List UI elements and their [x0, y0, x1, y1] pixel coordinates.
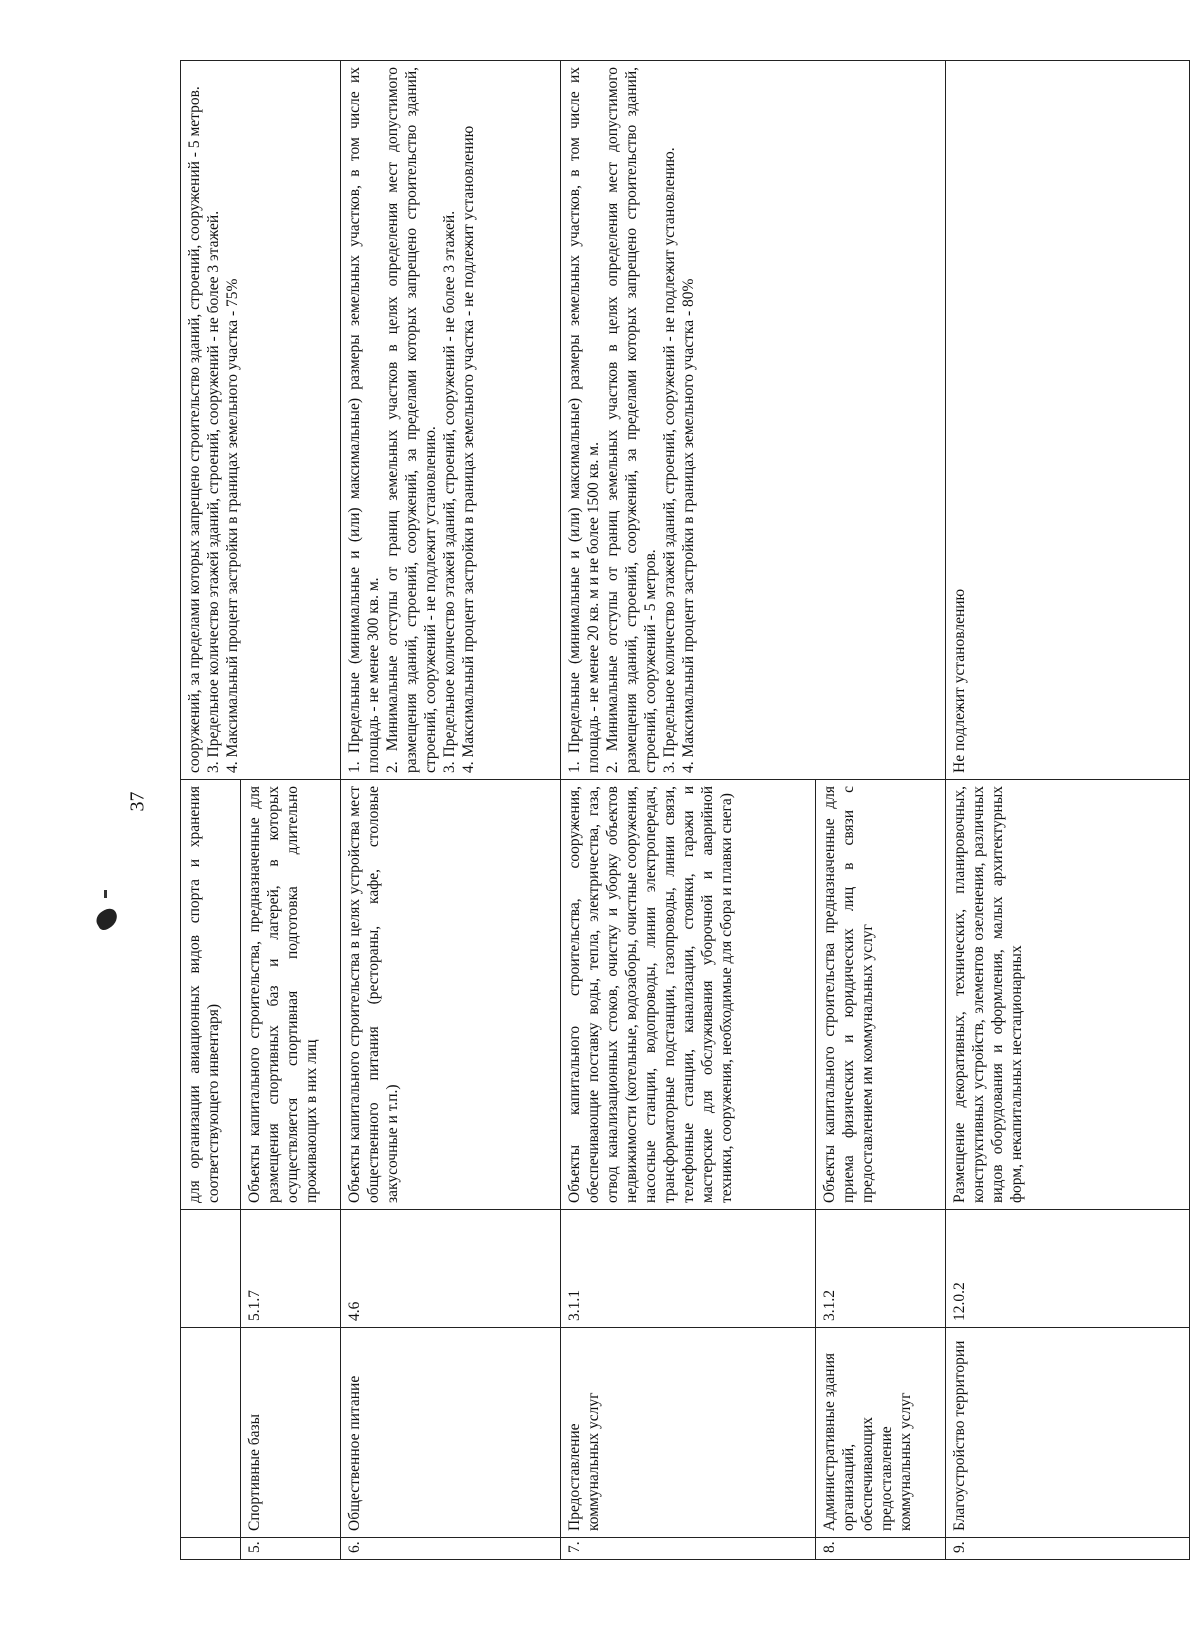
- row-number: 5.: [241, 1538, 341, 1560]
- use-description: для организации авиационных видов спорта и хранения соответствующего инвентаря): [181, 780, 241, 1210]
- row-number: 8.: [816, 1538, 946, 1560]
- parameter-line: 2. Минимальные отступы от границ земельных участков в целях определения мест допустимого размещения зданий, строений, сооружений, за пределами которых запрещено строительство зданий, строений, сооружений - не подлежит установлению.: [384, 67, 439, 773]
- use-name: [181, 1328, 241, 1538]
- table-row: [946, 61, 1190, 1560]
- parameter-line: 3. Предельное количество этажей зданий, строений, сооружений - не более 3 этажей.: [205, 210, 222, 773]
- use-code: 3.1.1: [561, 1210, 816, 1328]
- parameter-line: 4. Максимальный процент застройки в границах земельного участка - 75%: [224, 278, 241, 773]
- row-number: 9.: [946, 1538, 1190, 1560]
- use-name: Административные здания организаций, обеспечивающих предоставление коммунальных услуг: [816, 1328, 946, 1538]
- scan-mark-small: [104, 890, 107, 898]
- parameter-line: сооружений, за пределами которых запрещено строительство зданий, строений, сооружений - 5 метров.: [186, 86, 203, 773]
- parameter-line: 2. Минимальные отступы от границ земельных участков в целях определения мест допустимого размещения зданий, строений, сооружений, за пределами которых запрещено строительство зданий, строений, сооружений - 5 метров.: [604, 67, 659, 773]
- use-code: 12.0.2: [946, 1210, 1190, 1328]
- use-description: Объекты капитального строительства, сооружения, обеспечивающие поставку воды, тепла, электричества, газа, отвод канализационных стоков, очистку и уборку объектов недвижимости (котельные, водозаборы, очистные сооружения, насосные станции, водопроводы, линии электропередач, трансформаторные подстанции, газопроводы, линии связи, телефонные станции, канализации, стоянки, гаражи и мастерские для обслуживания уборочной и аварийной техники, сооружения, необходимые для сбора и плавки снега): [561, 780, 816, 1210]
- row-number: 6.: [341, 1538, 561, 1560]
- page-number: 37: [126, 791, 149, 812]
- use-name: Предоставление коммунальных услуг: [561, 1328, 816, 1538]
- parameters-cell: [946, 61, 1190, 780]
- use-name: Общественное питание: [341, 1328, 561, 1538]
- parameters-cell: [181, 61, 341, 780]
- use-description: Объекты капитального строительства в целях устройства мест общественного питания (рестораны, кафе, столовые закусочные и т.п.): [341, 780, 561, 1210]
- parameter-line: 3. Предельное количество этажей зданий, строений, сооружений - не более 3 этажей.: [441, 210, 458, 773]
- parameter-line: 1. Предельные (минимальные и (или) максимальные) размеры земельных участков, в том числе их площадь - не менее 20 кв. м и не более 1500 кв. м.: [566, 67, 602, 773]
- use-description: Объекты капитального строительства предназначенные для приема физических и юридических лиц в связи с предоставлением им коммунальных услуг: [816, 780, 946, 1210]
- parameters-cell: [561, 61, 946, 780]
- parameter-line: Не подлежит установлению: [951, 588, 968, 773]
- table-row: [561, 61, 816, 1560]
- use-code: 5.1.7: [241, 1210, 341, 1328]
- parameter-line: 4. Максимальный процент застройки в границах земельного участка - не подлежит установлению: [460, 125, 477, 773]
- parameters-cell: [341, 61, 561, 780]
- table-row: [341, 61, 561, 1560]
- parameter-line: 4. Максимальный процент застройки в границах земельного участка - 80%: [680, 278, 697, 773]
- use-code: 4.6: [341, 1210, 561, 1328]
- row-number: 7.: [561, 1538, 816, 1560]
- scan-mark: [93, 906, 121, 933]
- use-description: Объекты капитального строительства, предназначенные для размещения спортивных баз и лагерей, в которых осуществляется спортивная подготовка длительно проживающих в них лиц: [241, 780, 341, 1210]
- row-number: [181, 1538, 241, 1560]
- use-description: Размещение декоративных, технических, планировочных, конструктивных устройств, элементов озеленения, различных видов оборудования и оформления, малых архитектурных форм, некапитальных нестационарных: [946, 780, 1190, 1210]
- use-code: [181, 1210, 241, 1328]
- use-name: Благоустройство территории: [946, 1328, 1190, 1538]
- regulation-table: [180, 60, 1190, 1560]
- rotated-sheet: [180, 60, 1190, 1560]
- use-name: Спортивные базы: [241, 1328, 341, 1538]
- table-row: [181, 61, 241, 1560]
- parameter-line: 3. Предельное количество этажей зданий, строений, сооружений - не подлежит установлению.: [661, 147, 678, 773]
- use-code: 3.1.2: [816, 1210, 946, 1328]
- parameter-line: 1. Предельные (минимальные и (или) максимальные) размеры земельных участков, в том числе их площадь - не менее 300 кв. м.: [346, 67, 382, 773]
